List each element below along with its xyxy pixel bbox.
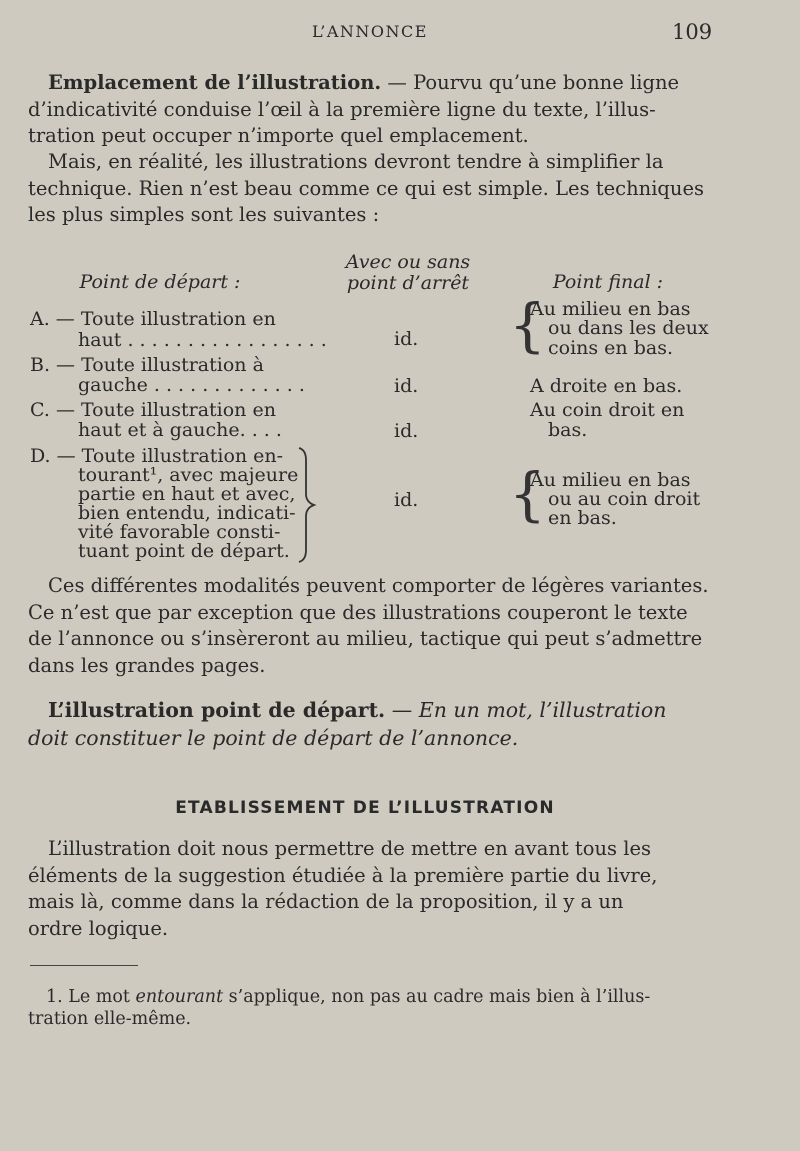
row-start-line: C. — Toute illustration en — [30, 399, 276, 421]
row-stop-value: id. — [394, 375, 419, 397]
row-final-line: en bas. — [548, 507, 617, 529]
row-start-line: D. — Toute illustration en- — [30, 445, 284, 467]
left-brace-icon: { — [509, 460, 546, 528]
paragraph-line: doit constituer le point de départ de l’annonce. — [28, 726, 519, 750]
row-final-line: Au milieu en bas — [530, 469, 691, 491]
row-start-line: haut . . . . . . . . . . . . . . . . . — [78, 329, 327, 351]
paragraph-line: éléments de la suggestion étudiée à la première partie du livre, — [28, 863, 658, 887]
paragraph-line: L’illustration doit nous permettre de mettre en avant tous les — [48, 837, 652, 860]
row-stop-value: id. — [394, 420, 419, 442]
running-header — [0, 20, 800, 44]
row-start-line: bien entendu, indicati- — [78, 502, 296, 524]
paragraph-techniques — [28, 149, 708, 229]
column-header-final: Point final : — [552, 271, 664, 293]
run-in-heading: L’illustration point de départ. — [48, 698, 386, 722]
paragraph-line: Ces différentes modalités peuvent comporter de légères variantes. — [48, 574, 709, 597]
row-stop-value: id. — [394, 328, 419, 350]
paragraph-line: L’illustration point de départ. — En un mot, l’illustration — [48, 698, 667, 722]
paragraph-line: les plus simples sont les suivantes : — [28, 203, 380, 226]
footnote-line: tration elle-même. — [28, 1009, 192, 1029]
paragraph-line: mais là, comme dans la rédaction de la proposition, il y a un — [28, 890, 624, 913]
paragraph-line: technique. Rien n’est beau comme ce qui est simple. Les techniques — [28, 176, 705, 200]
run-in-heading: Emplacement de l’illustration. — [48, 71, 382, 94]
paragraph-variantes — [28, 573, 708, 679]
paragraph-line: de l’annonce ou s’insèreront au milieu, tactique qui peut s’admettre — [28, 627, 703, 650]
paragraph-line: Emplacement de l’illustration. — Pourvu qu’une bonne ligne — [48, 71, 680, 94]
paragraph-line: dans les grandes pages. — [28, 653, 266, 677]
footnote-line: 1. Le mot entourant s’applique, non pas au cadre mais bien à l’illus- — [46, 987, 651, 1007]
row-start-line: partie en haut et avec, — [78, 483, 296, 505]
row-final-line: A droite en bas. — [530, 375, 683, 397]
paragraph-line: tration peut occuper n’importe quel emplacement. — [28, 124, 529, 147]
paragraph-line: Mais, en réalité, les illustrations devront tendre à simplifier la — [48, 150, 664, 173]
running-title: L’ANNONCE — [312, 22, 428, 41]
row-final-line: Au coin droit en — [530, 399, 685, 421]
row-start-line: tuant point de départ. — [78, 540, 290, 562]
row-start-line: vité favorable consti- — [78, 521, 281, 543]
paragraph-line: d’indicativité conduise l’œil à la première ligne du texte, l’illus- — [28, 97, 656, 121]
row-final-line: coins en bas. — [548, 337, 673, 359]
row-start-line: haut et à gauche. . . . — [78, 419, 282, 441]
section-heading: ETABLISSEMENT DE L’ILLUSTRATION — [175, 798, 555, 818]
row-start-line: tourant¹, avec majeure — [78, 464, 299, 486]
row-final-line: bas. — [548, 419, 588, 441]
paragraph-line: Ce n’est que par exception que des illustrations couperont le texte — [28, 600, 688, 624]
row-final-line: ou au coin droit — [548, 488, 701, 510]
paragraph-etablissement — [28, 836, 708, 942]
paragraph-emplacement — [28, 70, 708, 150]
page-number: 109 — [672, 20, 713, 44]
right-brace-icon — [296, 446, 318, 564]
row-final-line: Au milieu en bas — [530, 298, 691, 320]
paragraph-line: ordre logique. — [28, 916, 169, 940]
row-start-line: A. — Toute illustration en — [30, 308, 276, 330]
left-brace-icon: { — [509, 291, 546, 359]
column-header-start: Point de départ : — [79, 271, 241, 293]
row-stop-value: id. — [394, 489, 419, 511]
footnote-divider — [30, 965, 138, 966]
column-header-stop: Avec ou sans point d’arrêt — [345, 251, 471, 294]
row-final-line: ou dans les deux — [548, 317, 709, 339]
footnote — [28, 986, 708, 1030]
row-start-line: gauche . . . . . . . . . . . . . — [78, 374, 305, 396]
row-start-line: B. — Toute illustration à — [30, 354, 264, 376]
paragraph-point-de-depart — [28, 696, 708, 752]
